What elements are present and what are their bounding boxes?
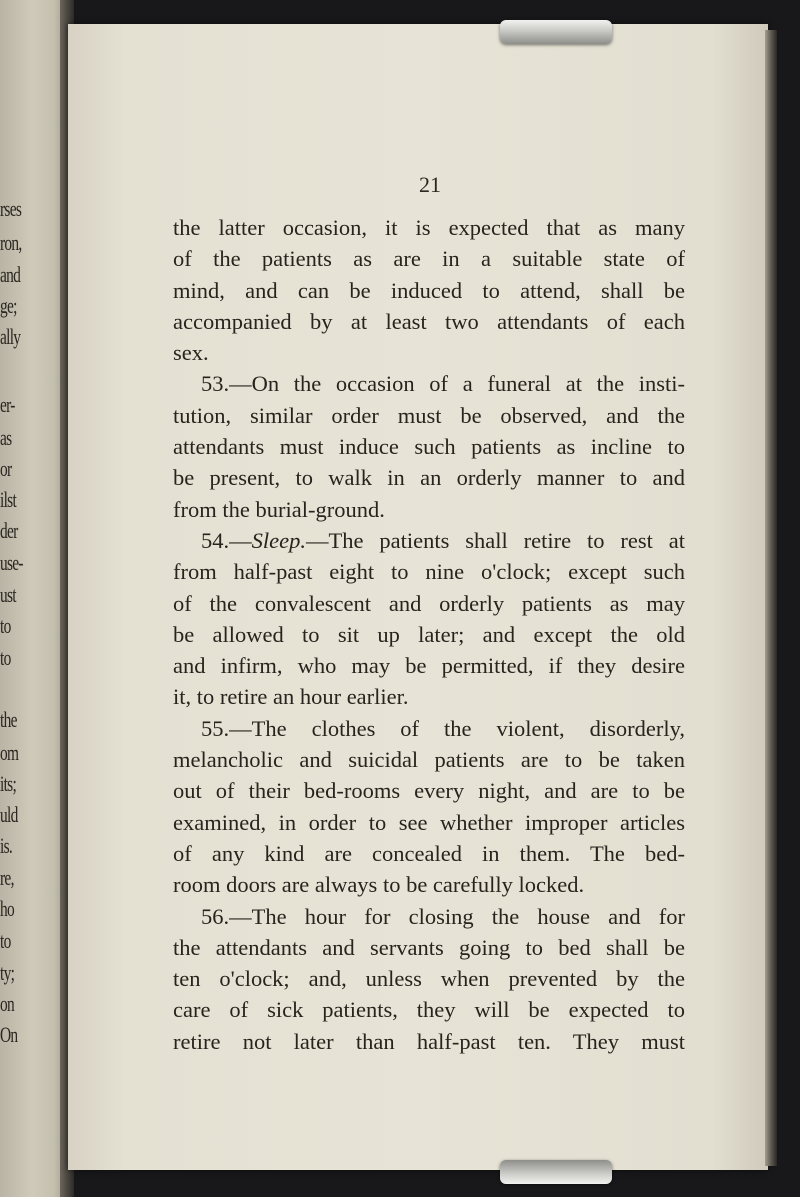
page-number: 21	[419, 172, 441, 197]
text-line: and infirm, who may be permitted, if they desire	[173, 653, 685, 679]
text-line: be allowed to sit up later; and except the old	[173, 621, 685, 647]
text-line: accompanied by at least two attendants of each	[173, 308, 685, 334]
left-page-fragment: re,	[0, 865, 14, 890]
left-page-fragment: ally	[0, 324, 21, 349]
text-line: it, to retire an hour earlier.	[173, 684, 409, 710]
text-line: sex.	[173, 340, 209, 366]
left-page-fragment: its;	[0, 771, 17, 796]
section-number: 54.—	[201, 527, 252, 553]
text-line: room doors are always to be carefully locked.	[173, 872, 585, 898]
text-line: examined, in order to see whether improper articles	[173, 809, 685, 835]
left-page-fragment: On	[0, 1022, 18, 1047]
text-line: mind, and can be induced to attend, shall be	[173, 277, 685, 303]
left-page-fragment: ilst	[0, 487, 17, 512]
text-line: of the patients as are in a suitable state of	[173, 246, 685, 272]
left-page-fragment: ty;	[0, 960, 15, 985]
text-line: the latter occasion, it is expected that as many	[173, 215, 685, 240]
text-line: 55.—The clothes of the violent, disorderly,	[201, 715, 685, 741]
text-line: retire not later than half-past ten. They must	[173, 1028, 685, 1054]
left-page-fragment: the	[0, 707, 17, 732]
left-page-fragment: rses	[0, 196, 22, 221]
text-line: be present, to walk in an orderly manner to and	[173, 465, 685, 491]
text-line-sleep	[173, 525, 685, 556]
text-line: tution, similar order must be observed, and the	[173, 402, 685, 428]
section-text: —The patients shall retire to rest at	[305, 527, 685, 553]
left-page-fragment: er-	[0, 392, 15, 417]
left-page-fragment: to	[0, 613, 11, 638]
text-line: of the convalescent and orderly patients as may	[173, 590, 685, 616]
left-page-fragment: ge;	[0, 293, 17, 318]
text-line: melancholic and suicidal patients are to be taken	[173, 747, 685, 773]
left-page-fragment: use-	[0, 550, 23, 575]
left-page-fragment: ho	[0, 896, 14, 921]
left-page-fragment: to	[0, 928, 11, 953]
text-line: the attendants and servants going to bed shall be	[173, 934, 685, 960]
left-page-fragment: om	[0, 740, 19, 765]
text-line: 56.—The hour for closing the house and for	[201, 903, 685, 929]
text-line: care of sick patients, they will be expected to	[173, 997, 685, 1023]
bottom-page-clip	[500, 1160, 612, 1184]
text-line: out of their bed-rooms every night, and are to be	[173, 778, 685, 804]
left-page-fragment: uld	[0, 802, 18, 827]
left-page-fragment: on	[0, 991, 14, 1016]
left-page-fragment: to	[0, 645, 11, 670]
text-line: attendants must induce such patients as incline to	[173, 434, 685, 460]
left-page-fragment: and	[0, 262, 21, 287]
left-page-fragment: der	[0, 518, 18, 543]
left-page-fragment: as	[0, 425, 12, 450]
text-line: from the burial-ground.	[173, 496, 385, 522]
page-stack-edge	[765, 30, 777, 1166]
left-page-fragment: is.	[0, 833, 13, 858]
section-heading-sleep: Sleep.	[251, 527, 306, 553]
page-body-text	[173, 212, 685, 1057]
text-line: from half-past eight to nine o'clock; except such	[173, 559, 685, 585]
text-line: of any kind are concealed in them. The bed-	[173, 840, 685, 866]
left-page-fragment: or	[0, 456, 12, 481]
top-page-clip	[500, 20, 612, 44]
text-line: ten o'clock; and, unless when prevented by the	[173, 966, 685, 992]
left-page-fragment: ron,	[0, 230, 22, 255]
left-page-fragment: ust	[0, 582, 16, 607]
text-line: 53.—On the occasion of a funeral at the insti-	[201, 371, 685, 397]
